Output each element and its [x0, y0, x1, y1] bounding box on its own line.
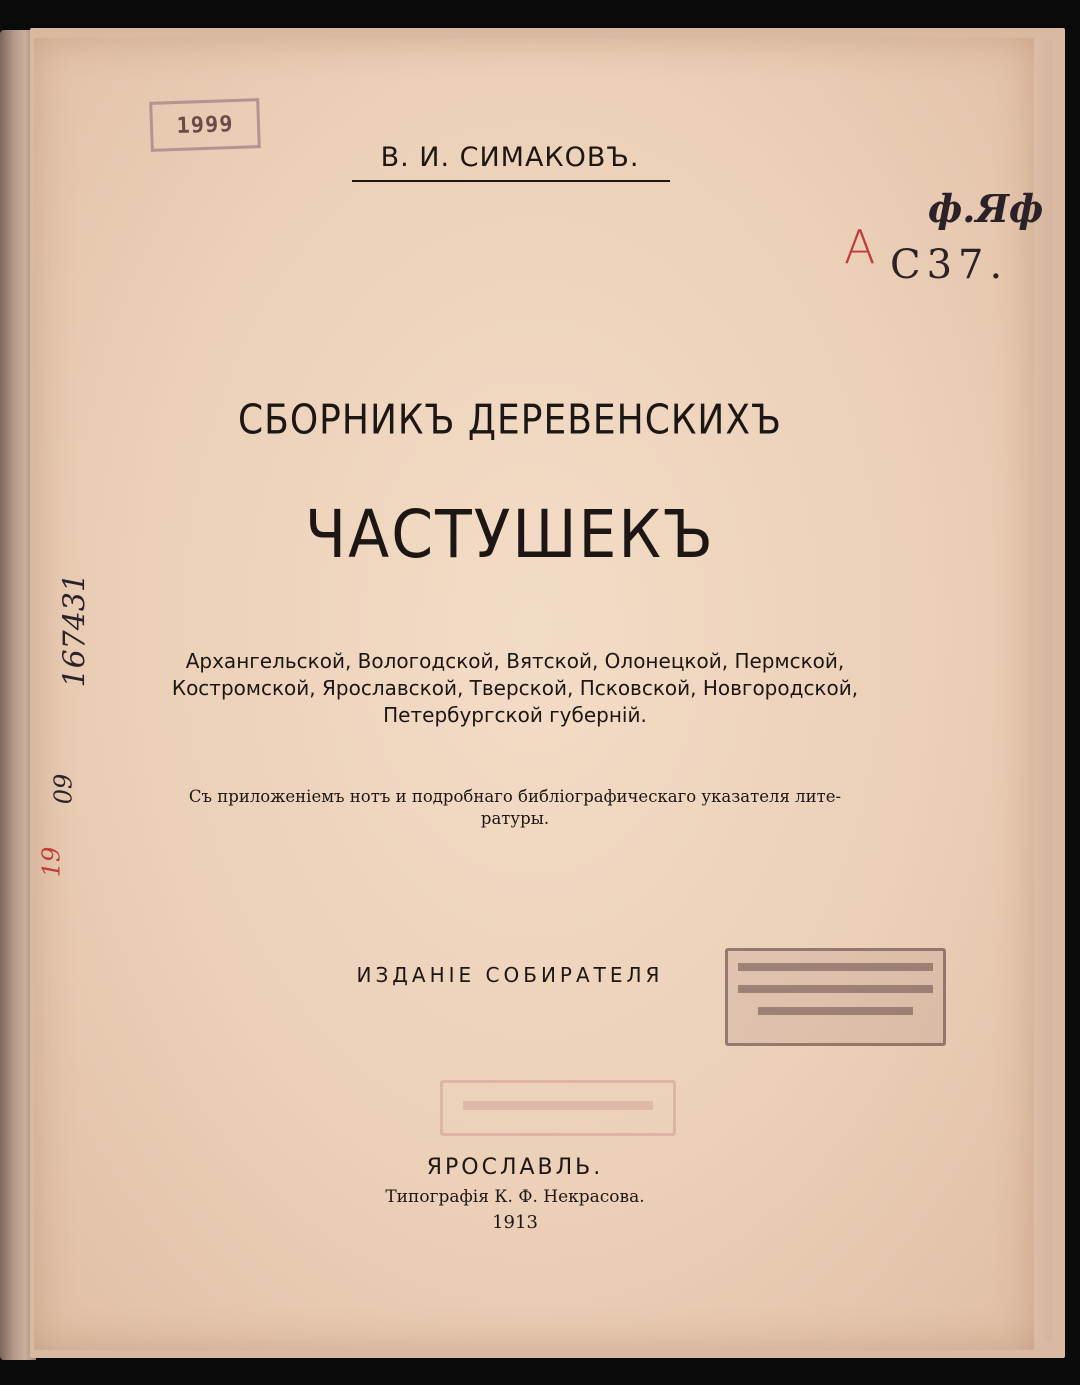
regions-text [100, 648, 930, 729]
author-name: В. И. СИМАКОВЪ. [380, 142, 640, 173]
imprint-city: ЯРОСЛАВЛЬ. [426, 1155, 604, 1180]
red-letter-a: А [844, 220, 876, 274]
margin-note-19: 19 [37, 846, 66, 878]
margin-note-09: 09 [49, 773, 78, 805]
edition-statement: ИЗДАНІЕ СОБИРАТЕЛЯ [356, 963, 664, 987]
title-line-1: СБОРНИКЪ ДЕРЕВЕНСКИХЪ [238, 396, 782, 445]
library-number-stamp [149, 98, 261, 152]
imprint-year: 1913 [492, 1212, 538, 1233]
regions-line-1: Архангельской, Вологодской, Вятской, Олонецкой, Пермской, [185, 649, 845, 673]
fund-stamp [725, 948, 946, 1046]
appendix-text [100, 786, 930, 830]
appendix-line-2: ратуры. [480, 809, 550, 828]
author-underline [352, 180, 670, 182]
imprint-printer: Типографія К. Ф. Некрасова. [385, 1187, 645, 1207]
shelf-mark-line1: ф.Яф [928, 186, 1044, 231]
appendix-line-1: Съ приложеніемъ нотъ и подробнаго библіографическаго указателя лите- [188, 787, 842, 806]
inventory-number: 167431 [57, 572, 93, 688]
title-line-2: ЧАСТУШЕКЪ [305, 496, 715, 574]
stamp-number: 1999 [176, 111, 234, 139]
regions-line-3: Петербургской губерній. [383, 703, 647, 727]
faded-library-stamp [440, 1080, 676, 1136]
regions-line-2: Костромской, Ярославской, Тверской, Псковской, Новгородской, [171, 676, 859, 700]
shelf-mark-line2: С37. [890, 242, 1009, 288]
